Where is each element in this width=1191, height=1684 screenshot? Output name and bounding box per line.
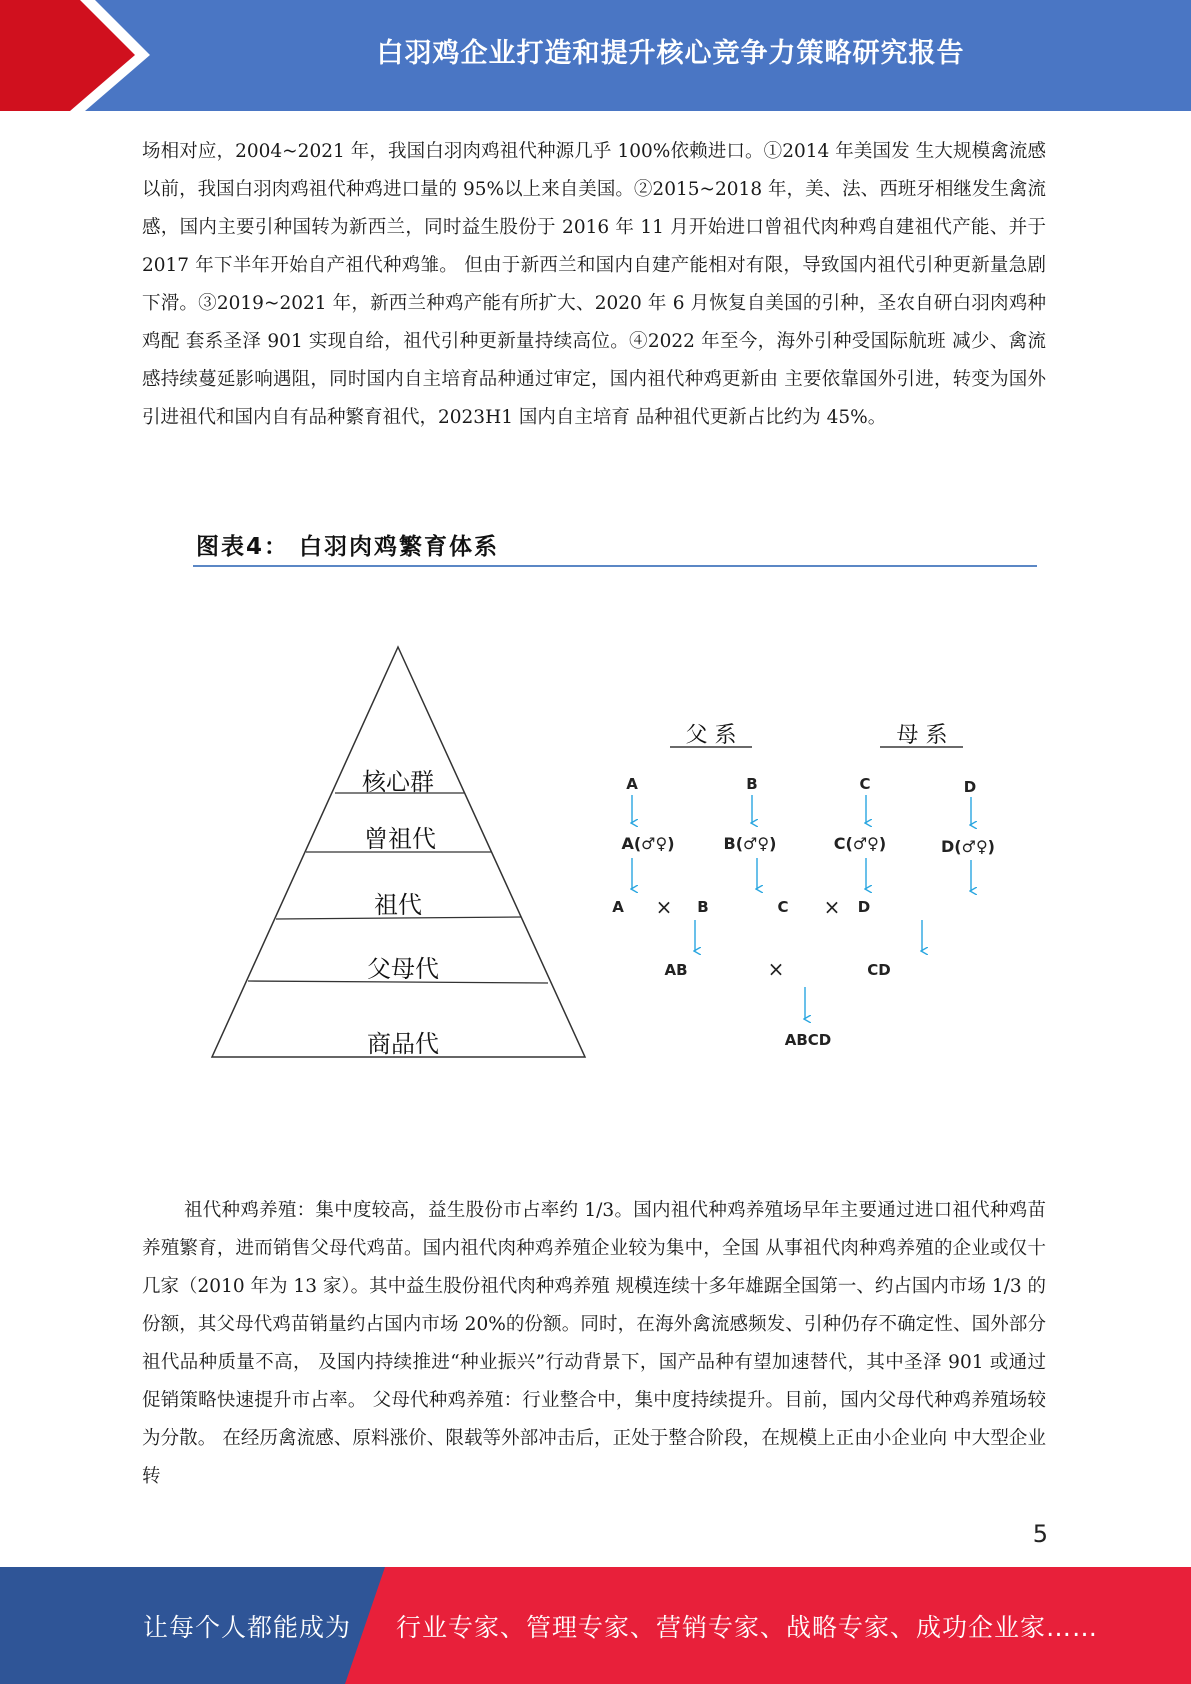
arrows-row-1 xyxy=(632,795,971,825)
breed-b-sexed: B(♂♀) xyxy=(723,834,777,853)
breed-a-sexed: A(♂♀) xyxy=(621,834,675,853)
level-commercial: 商品代 xyxy=(367,1030,439,1058)
commercial-abcd: ABCD xyxy=(784,1031,832,1049)
cross-d: D xyxy=(857,898,871,916)
breed-d-sexed: D(♂♀) xyxy=(941,837,995,856)
pyramid xyxy=(212,647,585,1058)
arrows-row-2 xyxy=(632,858,971,891)
level-great-grandparent: 曾祖代 xyxy=(364,825,436,853)
header-band xyxy=(0,0,1191,111)
hybrid-cd: CD xyxy=(867,961,891,979)
body-paragraph-2: 祖代种鸡养殖：集中度较高，益生股份市占率约 1/3。国内祖代种鸡养殖场早年主要通过进口祖代种鸡苗养殖繁育，进而销售父母代鸡苗。国内祖代肉种鸡养殖企业较为集中，全国 从事祖代肉种鸡养殖的企业或仅十几家（2010 年为 13 家）。其中益生股份祖代肉种鸡养殖 规模连续十多年雄踞全国第一、约占国内市场 1/3 的份额，其父母代鸡苗销量约占国内市场 20%的份额。同时，在海外禽流感频发、引种仍存不确定性、国外部分祖代品种质量不高， 及国内持续推进“种业振兴”行动背景下，国产品种有望加速替代，其中圣泽 901 或通过 促销策略快速提升市占率。 父母代种鸡养殖：行业整合中，集中度持续提升。目前，国内父母代种鸡养殖场较为分散。 在经历禽流感、原料涨价、限载等外部冲击后，正处于整合阶段，在规模上正由小企业向 中大型企业转 xyxy=(142,1200,1047,1487)
cross-symbol-final: × xyxy=(767,957,785,981)
level-parent: 父母代 xyxy=(367,955,439,983)
breed-a: A xyxy=(626,775,638,793)
breeding-system-diagram xyxy=(0,600,1191,1070)
cross-symbol-ab: × xyxy=(655,895,673,919)
figure-title-rule xyxy=(193,565,1037,567)
page-number: 5 xyxy=(1032,1520,1048,1548)
footer-slogan-left: 让每个人都能成为 xyxy=(143,1612,352,1642)
header-chevron-logo xyxy=(0,0,160,111)
level-core-group: 核心群 xyxy=(362,768,434,796)
breed-b: B xyxy=(746,775,758,793)
arrows-row-3 xyxy=(695,920,922,951)
breed-c: C xyxy=(859,775,871,793)
cross-symbol-cd: × xyxy=(823,895,841,919)
cross-c: C xyxy=(777,898,789,916)
level-grandparent: 祖代 xyxy=(374,891,422,919)
cross-b: B xyxy=(697,898,709,916)
breed-c-sexed: C(♂♀) xyxy=(833,834,887,853)
father-line-label: 父 系 xyxy=(685,723,737,748)
report-title: 白羽鸡企业打造和提升核心竞争力策略研究报告 xyxy=(376,37,965,69)
body-paragraph-1: 场相对应，2004~2021 年，我国白羽肉鸡祖代种源几乎 100%依赖进口。①2014 年美国发 生大规模禽流感以前，我国白羽肉鸡祖代种鸡进口量的 95%以上来自美国。②2015~2018 年，美、法、西班牙相继发生禽流感，国内主要引种国转为新西兰，同时益生股份于 2016 年 11 月开始进口曾祖代肉种鸡自建祖代产能、并于 2017 年下半年开始自产祖代种鸡雏。 但由于新西兰和国内自建产能相对有限，导致国内祖代引种更新量急剧下滑。③2019~2021 年，新西兰种鸡产能有所扩大、2020 年 6 月恢复自美国的引种，圣农自研白羽肉鸡种鸡配 套系圣泽 901 实现自给，祖代引种更新量持续高位。④2022 年至今，海外引种受国际航班 减少、禽流感持续蔓延影响遇阻，同时国内自主培育品种通过审定，国内祖代种鸡更新由 主要依靠国外引进，转变为国外引进祖代和国内自有品种繁育祖代，2023H1 国内自主培育 品种祖代更新占比约为 45%。 xyxy=(142,141,1046,428)
figure-title: 图表4： 白羽肉鸡繁育体系 xyxy=(196,534,500,560)
hybrid-ab: AB xyxy=(664,961,688,979)
mother-line-label: 母 系 xyxy=(896,723,948,748)
footer-slogan-right: 行业专家、管理专家、营销专家、战略专家、成功企业家…… xyxy=(396,1612,1099,1642)
footer-band xyxy=(0,1567,1191,1684)
cross-a: A xyxy=(612,898,624,916)
breed-d: D xyxy=(963,778,977,796)
